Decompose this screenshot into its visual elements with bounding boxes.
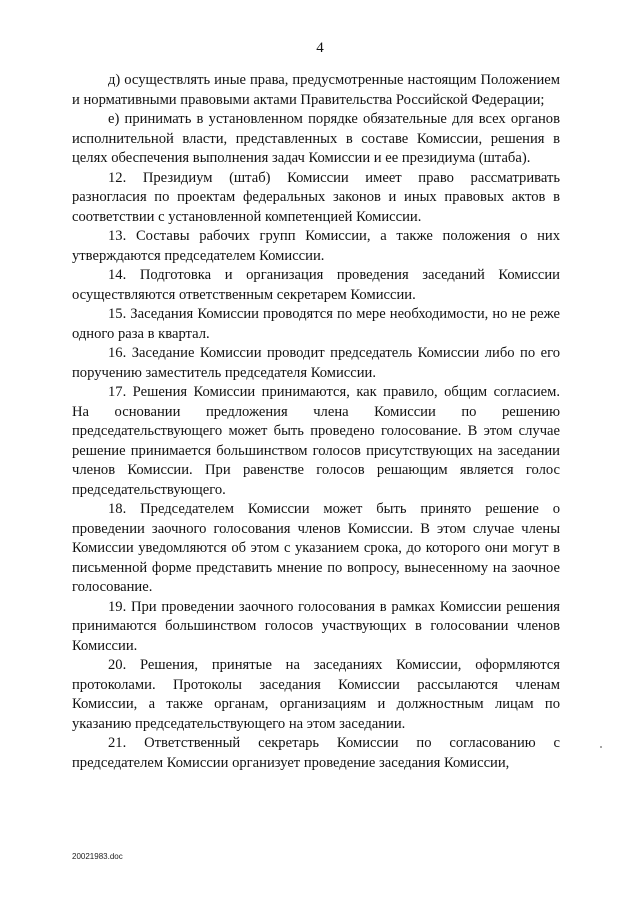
paragraph-19: 19. При проведении заочного голосования в рамках Комиссии решения принимаются большинством голосов участвующих в голосовании членов Комиссии. xyxy=(72,598,560,654)
scan-speck xyxy=(600,746,602,748)
paragraph-15: 15. Заседания Комиссии проводятся по мере необходимости, но не реже одного раза в квартал. xyxy=(72,306,560,342)
paragraph-20: 20. Решения, принятые на заседаниях Комиссии, оформляются протоколами. Протоколы заседания Комиссии рассылаются членам Комиссии, а также органам, организациям и должностным лицам по указанию председательствующего на этом заседании. xyxy=(72,657,560,732)
page-number: 4 xyxy=(316,40,324,56)
paragraph-16: 16. Заседание Комиссии проводит председатель Комиссии либо по его поручению заместитель председателя Комиссии. xyxy=(72,345,560,381)
paragraph-18: 18. Председателем Комиссии может быть принято решение о проведении заочного голосования членов Комиссии. В этом случае члены Комиссии уведомляются об этом с указанием срока, до которого они могут в письменной форме представить мнение по вопросу, вынесенному на заочное голосование. xyxy=(72,501,560,595)
paragraph-17: 17. Решения Комиссии принимаются, как правило, общим согласием. На основании предложения члена Комиссии по решению председательствующего может быть проведено голосование. В этом случае решение принимается большинством голосов присутствующих на заседании членов Комиссии. При равенстве голосов решающим является голос председательствующего. xyxy=(72,384,560,498)
paragraph-12: 12. Президиум (штаб) Комиссии имеет право рассматривать разногласия по проектам федеральных законов и иных правовых актов в соответствии с установленной компетенцией Комиссии. xyxy=(72,169,560,225)
paragraph-13: 13. Составы рабочих групп Комиссии, а также положения о них утверждаются председателем Комиссии. xyxy=(72,228,560,264)
paragraph-14: 14. Подготовка и организация проведения заседаний Комиссии осуществляются ответственным секретарем Комиссии. xyxy=(72,267,560,303)
paragraph-d: д) осуществлять иные права, предусмотренные настоящим Положением и нормативными правовыми актами Правительства Российской Федерации; xyxy=(72,72,560,108)
document-body xyxy=(72,71,560,773)
paragraph-e: е) принимать в установленном порядке обязательные для всех органов исполнительной власти, представленных в составе Комиссии, решения в целях обеспечения выполнения задач Комиссии и ее президиума (штаба). xyxy=(72,111,560,166)
paragraph-21: 21. Ответственный секретарь Комиссии по согласованию с председателем Комиссии организует проведение заседания Комиссии, xyxy=(72,735,560,771)
footer-filename: 20021983.doc xyxy=(72,852,123,861)
